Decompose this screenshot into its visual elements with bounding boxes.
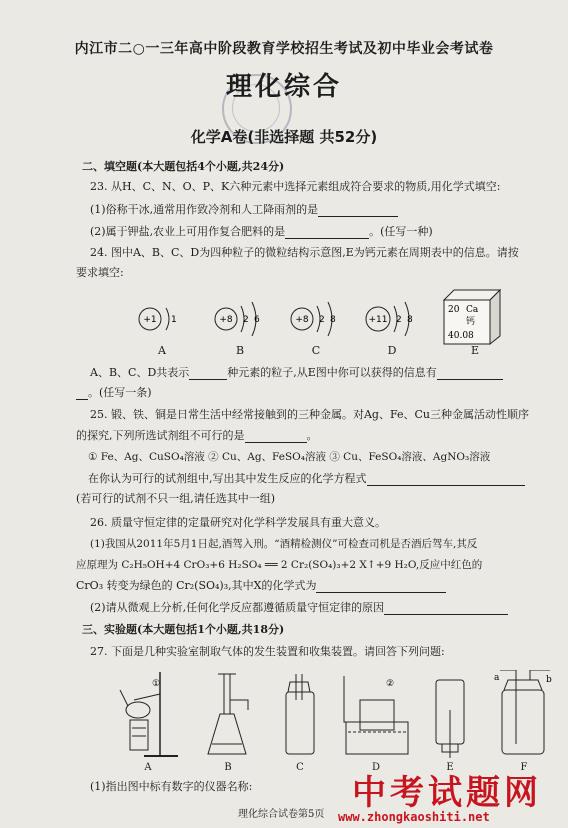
answer-blank[interactable] [245, 431, 307, 443]
apparatus-e-label: E [446, 762, 454, 773]
q25-stem-2-text: 的探究,下列所选试剂组不可行的是 [76, 429, 245, 442]
q26-part1-b: 应原理为 C₂H₅OH+4 CrO₃+6 H₂SO₄ ══ 2 Cr₂(SO₄)₃+2 X↑+9 H₂O,反应中红色的 [76, 559, 483, 571]
apparatus-e [430, 670, 470, 773]
watermark-url: www.zhongkaoshiti.net [338, 810, 490, 824]
atom-b-label: B [235, 344, 245, 357]
atom-d-label: D [387, 344, 397, 357]
q23-part1 [90, 203, 568, 217]
q25-stem-2 [76, 429, 568, 443]
apparatus-d-label: D [371, 762, 381, 773]
apparatus-f-label: F [520, 762, 528, 773]
q25-stem-2-suffix: 。 [306, 429, 318, 442]
port-a: a [494, 673, 500, 683]
element-mass: 40.08 [448, 331, 474, 341]
q25-ask [88, 472, 568, 486]
q24-stem-1: 24. 图中A、B、C、D为四种粒子的微粒结构示意图,E为钙元素在周期表中的信息。请按 [90, 246, 519, 259]
atom-d [360, 292, 424, 357]
element-number: 20 [448, 305, 460, 315]
q25-options: ① Fe、Ag、CuSO₄溶液 ② Cu、Ag、FeSO₄溶液 ③ Cu、FeSO₄溶液、AgNO₃溶液 [88, 451, 491, 463]
answer-blank[interactable] [76, 388, 88, 400]
q27-part1: (1)指出图中标有数字的仪器名称: [90, 780, 253, 793]
apparatus-c [278, 670, 322, 773]
q23-part2-suffix: 。(任写一种) [369, 225, 433, 238]
port-b: b [546, 675, 552, 685]
q23-part1-text: (1)俗称干冰,通常用作致冷剂和人工降雨剂的是 [90, 203, 319, 216]
atom-a-label: A [158, 344, 166, 357]
answer-blank[interactable] [437, 368, 503, 380]
atom-a-nucleus: +1 [143, 315, 157, 325]
atom-a [130, 292, 194, 357]
section-title: 化学A卷(非选择题 共52分) [190, 128, 378, 146]
atom-d-shell-1: 2 [396, 315, 402, 325]
answer-blank[interactable] [189, 368, 227, 380]
apparatus-a-label: A [144, 762, 152, 773]
atom-b-nucleus: +8 [219, 315, 233, 325]
element-card-label: E [470, 344, 480, 357]
atom-b [208, 292, 272, 357]
watermark-title: 中考试题网 [352, 773, 542, 813]
q26-part1-c [76, 579, 568, 593]
atom-c-nucleus: +8 [295, 315, 309, 325]
q23-stem: 23. 从H、C、N、O、P、K六种元素中选择元素组成符合要求的物质,用化学式填空: [90, 180, 501, 193]
answer-blank[interactable] [367, 474, 525, 486]
q26-part2 [90, 601, 568, 615]
q25-stem-1: 25. 锻、铁、铜是日常生活中经常接触到的三种金属。对Ag、Fe、Cu三种金属活动性顺序 [90, 408, 530, 421]
q27-stem: 27. 下面是几种实验室制取气体的发生装置和收集装置。请回答下列问题: [90, 645, 445, 658]
exam-title: 内江市二○一三年高中阶段教育学校招生考试及初中毕业会考试卷 [74, 41, 494, 57]
element-name: 钙 [466, 317, 476, 327]
q24-answer-2-text: 。(任写一条) [88, 386, 152, 399]
page-footer: 理化综合试卷第5页 [238, 809, 325, 820]
atom-b-shell-2: 6 [254, 315, 260, 325]
q23-part2-text: (2)属于钾盐,农业上可用作复合肥料的是 [90, 225, 286, 238]
q26-part1-c-text: CrO₃ 转变为绿色的 Cr₂(SO₄)₃,其中X的化学式为 [76, 579, 317, 592]
q26-part2-text: (2)请从微观上分析,任何化学反应都遵循质量守恒定律的原因 [90, 601, 385, 614]
q24-answer-2 [76, 386, 568, 400]
answer-blank[interactable] [316, 581, 446, 593]
element-symbol: Ca [466, 305, 479, 315]
q24-answer-1 [90, 366, 568, 380]
apparatus-f [494, 670, 554, 773]
q25-note: (若可行的试剂不只一组,请任选其中一组) [76, 492, 276, 505]
atom-b-shell-1: 2 [243, 315, 249, 325]
q24-stem-2: 要求填空: [76, 266, 124, 279]
apparatus-a [116, 670, 180, 773]
element-card-e [440, 288, 510, 357]
q25-ask-text: 在你认为可行的试剂组中,写出其中发生反应的化学方程式 [88, 472, 367, 485]
atom-c-label: C [311, 344, 321, 357]
apparatus-b-label: B [224, 762, 232, 773]
answer-blank[interactable] [384, 603, 508, 615]
mark-1: ① [152, 679, 161, 689]
apparatus-b [202, 670, 254, 773]
lab-apparatus [110, 670, 560, 774]
experiment-heading: 三、实验题(本大题包括1个小题,共18分) [82, 623, 285, 636]
q24-answer-1-text: A、B、C、D共表示 [90, 366, 190, 379]
fill-in-heading: 二、填空题(本大题包括4个小题,共24分) [82, 160, 285, 173]
answer-blank[interactable] [285, 227, 369, 239]
mark-2: ② [386, 679, 395, 689]
apparatus-d [342, 670, 412, 773]
atom-c [284, 292, 348, 357]
atom-c-shell-1: 2 [319, 315, 325, 325]
atom-c-shell-2: 8 [330, 315, 336, 325]
q24-answer-1-suffix: 种元素的粒子,从E图中你可以获得的信息有 [227, 366, 437, 379]
q23-part2 [90, 225, 568, 239]
atom-d-nucleus: +11 [368, 315, 388, 325]
answer-blank[interactable] [318, 205, 398, 217]
subject-title: 理化综合 [225, 72, 342, 102]
atom-a-shell-1: 1 [171, 315, 177, 325]
apparatus-c-label: C [296, 762, 304, 773]
q26-stem: 26. 质量守恒定律的定量研究对化学科学发展具有重大意义。 [90, 516, 386, 529]
q26-part1-a: (1)我国从2011年5月1日起,酒驾入刑。“酒精检测仪”可检查司机是否酒后驾车,其反 [90, 538, 478, 550]
atom-d-shell-2: 8 [407, 315, 413, 325]
